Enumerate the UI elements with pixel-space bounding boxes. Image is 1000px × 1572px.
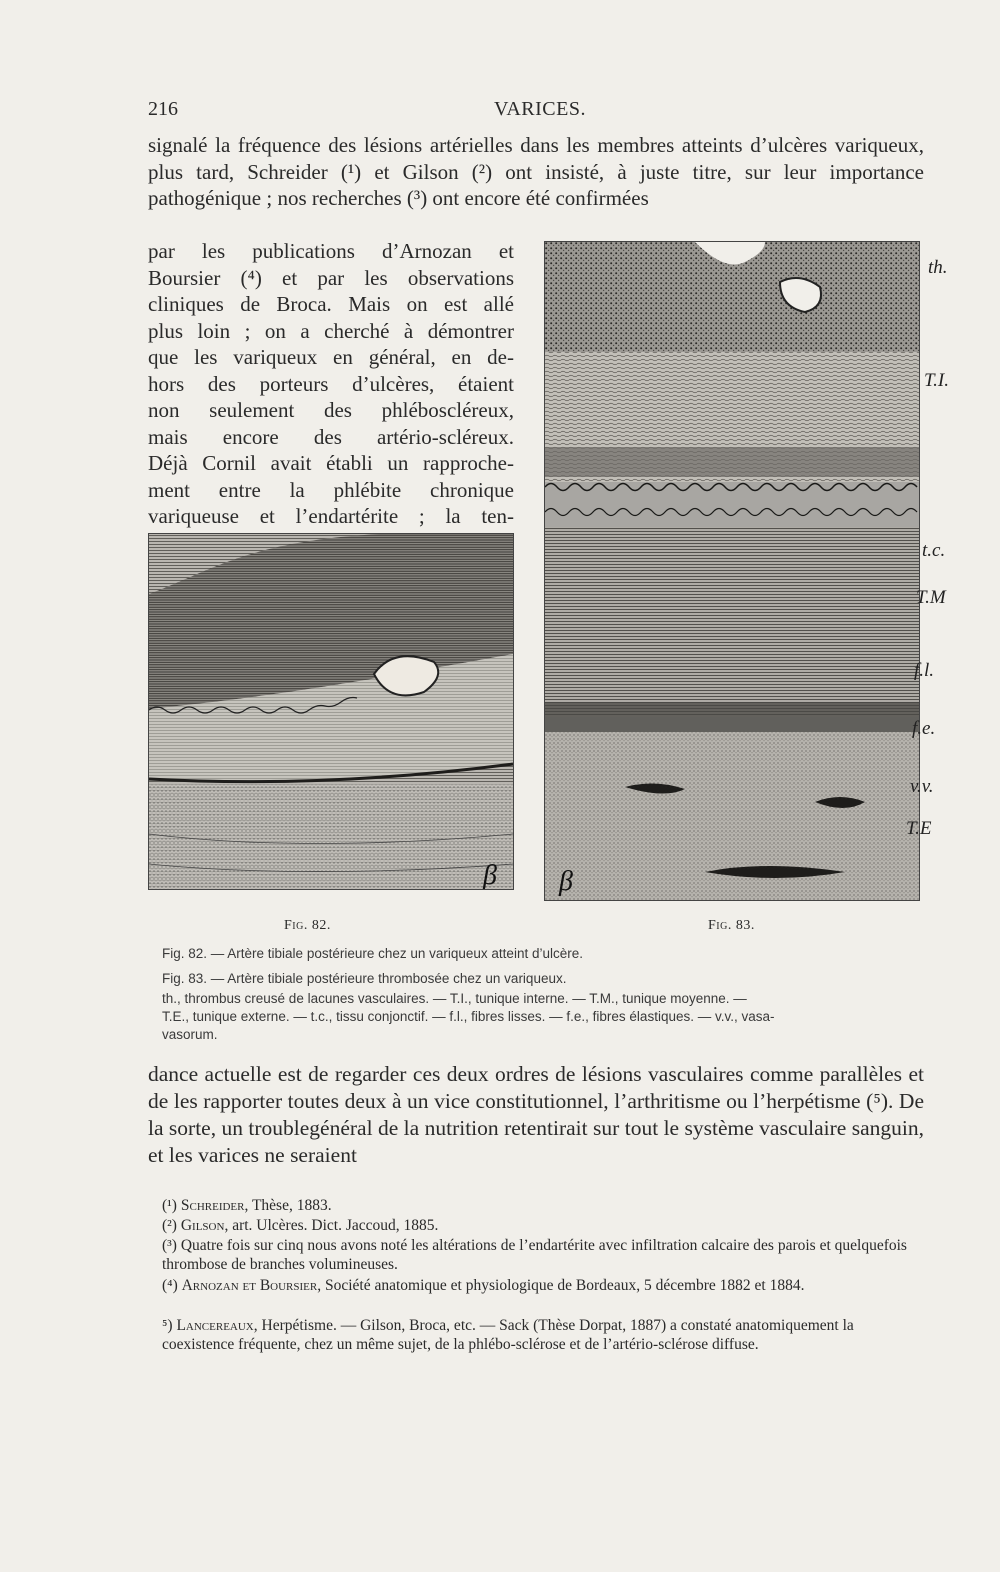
text-line: par les publications d’Arnozan et: [148, 239, 514, 263]
figure-83-artwork: [545, 242, 919, 900]
fig83-label-te: T.E: [906, 818, 932, 839]
footnote-5: [162, 1316, 922, 1354]
legend-abbrev-2: T.E., tunique externe. — t.c., tissu conjonctif. — f.l., fibres lisses. — f.e., fibres élastiques. — v.v., vasa-: [162, 1009, 775, 1024]
footnote-1: [162, 1196, 922, 1215]
body-paragraph-bottom: dance actuelle est de regarder ces deux ordres de lésions vasculaires comme parallèles et de les rapporter toutes deux à un vice constitutionnel, l’arthritisme ou l’herpétisme (⁵). De la sorte, un troublegénéral de la nutrition retentirait sur tout le système vasculaire sanguin, et les varices ne seraient: [148, 1062, 924, 1167]
fig83-label-th: th.: [928, 257, 948, 278]
footnote-author: Gilson,: [180, 1217, 229, 1234]
footnote-text: art. Ulcères. Dict. Jaccoud, 1885.: [228, 1217, 439, 1234]
footnote-text: Société anatomique et physiologique de Bordeaux, 5 décembre 1882 et 1884.: [321, 1277, 805, 1294]
figure-83-letter: β: [559, 866, 573, 897]
footnote-author: Arnozan et Boursier,: [181, 1277, 322, 1294]
legend-fig83: Fig. 83. — Artère tibiale postérieure thrombosée chez un variqueux.: [162, 971, 567, 986]
text-line: hors des porteurs d’ulcères, étaient: [148, 371, 514, 396]
footnote-3: [162, 1236, 922, 1274]
fig83-label-fe: f.e.: [912, 718, 936, 739]
footnote-text: Thèse, 1883.: [248, 1197, 332, 1214]
footnote-4: [162, 1276, 922, 1295]
figure-82-caption: Fig. 82.: [284, 918, 331, 933]
footnote-2: [162, 1216, 922, 1235]
footnote-mark: ⁵): [162, 1317, 173, 1334]
figure-82-engraving: [148, 533, 514, 890]
text-line: non seulement des phléboscléreux,: [148, 398, 514, 422]
figure-82-artwork: [149, 534, 513, 889]
fig83-label-tm: T.M: [916, 587, 946, 608]
body-paragraph-narrow: [148, 238, 514, 530]
footnote-mark: (⁴): [162, 1277, 178, 1294]
footnote-mark: (³): [162, 1237, 177, 1254]
legend-abbrev-1: th., thrombus creusé de lacunes vasculaires. — T.I., tunique interne. — T.M., tunique moyenne. —: [162, 991, 747, 1006]
footnote-author: Schreider,: [180, 1197, 249, 1214]
text-line: cliniques de Broca. Mais on est allé: [148, 292, 514, 316]
text-line: Déjà Cornil avait établi un rapproche-: [148, 451, 514, 475]
footnote-author: Lancereaux,: [176, 1317, 258, 1334]
fig83-label-vv: v.v.: [910, 776, 934, 797]
figure-82-letter: β: [483, 860, 497, 889]
figure-83-caption: Fig. 83.: [708, 918, 755, 933]
text-line: mais encore des artério-scléreux.: [148, 424, 514, 449]
legend-fig82: Fig. 82. — Artère tibiale postérieure chez un variqueux atteint d’ulcère.: [162, 946, 583, 961]
page-number: 216: [148, 98, 178, 120]
text-line: variqueuse et l’endartérite ; la ten-: [148, 504, 514, 528]
figure-83-engraving: [544, 241, 920, 901]
footnote-mark: (¹): [162, 1197, 177, 1214]
fig83-label-fl: f.l.: [914, 660, 935, 681]
body-paragraph-top: signalé la fréquence des lésions artérielles dans les membres atteints d’ulcères variqueux, plus tard, Schreider (¹) et Gilson (²) ont insisté, à juste titre, sur leur importance pathogénique ; nos recherches (³) ont encore été confirmées: [148, 133, 924, 210]
footnote-mark: (²): [162, 1217, 177, 1234]
text-line: plus loin ; on a cherché à démontrer: [148, 318, 514, 343]
text-line: Boursier (⁴) et par les observations: [148, 265, 514, 290]
footnote-text: Herpétisme. — Gilson, Broca, etc. — Sack (Thèse Dorpat, 1887) a constaté anatomiquement la coexistence fréquente, chez un même sujet, de la phlébo-sclérose et de l’artério-sclérose diffuse.: [162, 1317, 854, 1353]
legend-abbrev-3: vasorum.: [162, 1027, 218, 1042]
fig83-label-tc: t.c.: [922, 540, 946, 561]
fig83-label-ti: T.I.: [924, 370, 949, 391]
running-title: VARICES.: [494, 98, 586, 120]
footnote-text: Quatre fois sur cinq nous avons noté les altérations de l’endartérite avec infiltration calcaire des parois et quelquefois thrombose de branches volumineuses.: [162, 1237, 907, 1273]
text-line: que les variqueux en général, en de-: [148, 345, 514, 369]
text-line: ment entre la phlébite chronique: [148, 477, 514, 502]
